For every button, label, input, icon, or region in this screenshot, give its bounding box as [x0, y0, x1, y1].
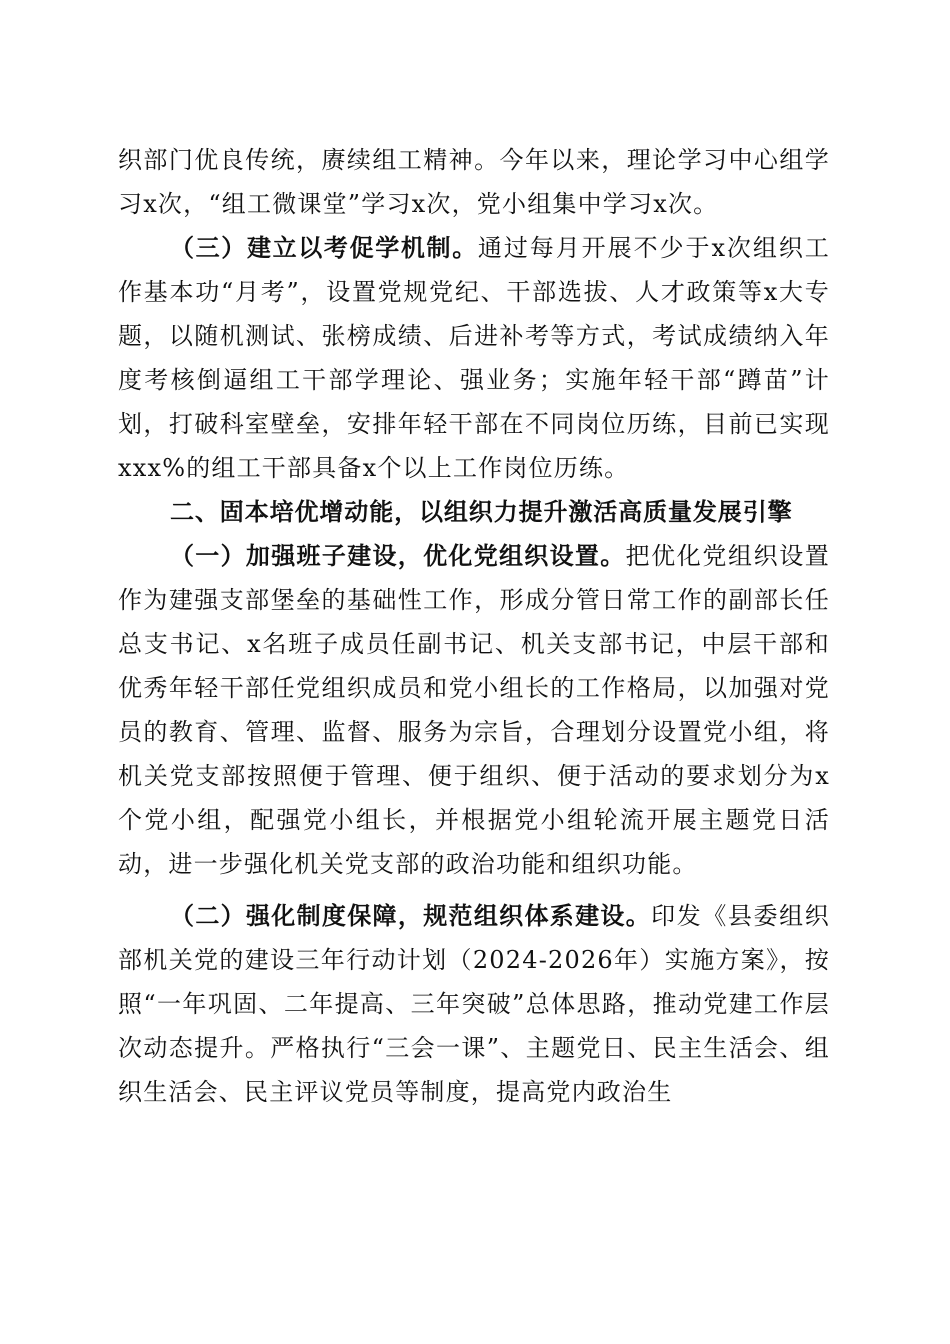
paragraph-exam-mechanism — [118, 226, 830, 490]
paragraph-lead: （三）建立以考促学机制。 — [170, 234, 478, 262]
paragraph-team-building — [118, 534, 830, 886]
paragraph-lead: （二）强化制度保障，规范组织体系建设。 — [170, 902, 652, 930]
paragraph-continuation — [118, 138, 830, 226]
document-body — [118, 138, 830, 1114]
section-heading: 二、固本培优增动能，以组织力提升激活高质量发展引擎 — [170, 498, 793, 526]
paragraph-text: 印发《县委组织部机关党的建设三年行动计划（2024-2026年）实施方案》，按照“一年巩固、二年提高、三年突破”总体思路，推动党建工作层次动态提升。严格执行“三会一课”、主题党日、民主生活会、组织生活会、民主评议党员等制度，提高党内政治生 — [118, 902, 830, 1106]
paragraph-lead: （一）加强班子建设，优化党组织设置。 — [170, 542, 626, 570]
paragraph-text: 把优化党组织设置作为建强支部堡垒的基础性工作，形成分管日常工作的副部长任总支书记、x名班子成员任副书记、机关支部书记，中层干部和优秀年轻干部任党组织成员和党小组长的工作格局，以加强对党员的教育、管理、监督、服务为宗旨，合理划分设置党小组，将机关党支部按照便于管理、便于组织、便于活动的要求划分为x个党小组，配强党小组长，并根据党小组轮流开展主题党日活动，进一步强化机关党支部的政治功能和组织功能。 — [118, 542, 830, 878]
paragraph-text: 通过每月开展不少于x次组织工作基本功“月考”，设置党规党纪、干部选拔、人才政策等x大专题，以随机测试、张榜成绩、后进补考等方式，考试成绩纳入年度考核倒逼组工干部学理论、强业务；实施年轻干部“蹲苗”计划，打破科室壁垒，安排年轻干部在不同岗位历练，目前已实现xxx%的组工干部具备x个以上工作岗位历练。 — [118, 234, 830, 482]
paragraph-institution — [118, 894, 830, 1114]
paragraph-text: 织部门优良传统，赓续组工精神。今年以来，理论学习中心组学习x次，“组工微课堂”学习x次，党小组集中学习x次。 — [118, 146, 830, 218]
paragraph-spacer — [118, 886, 830, 894]
